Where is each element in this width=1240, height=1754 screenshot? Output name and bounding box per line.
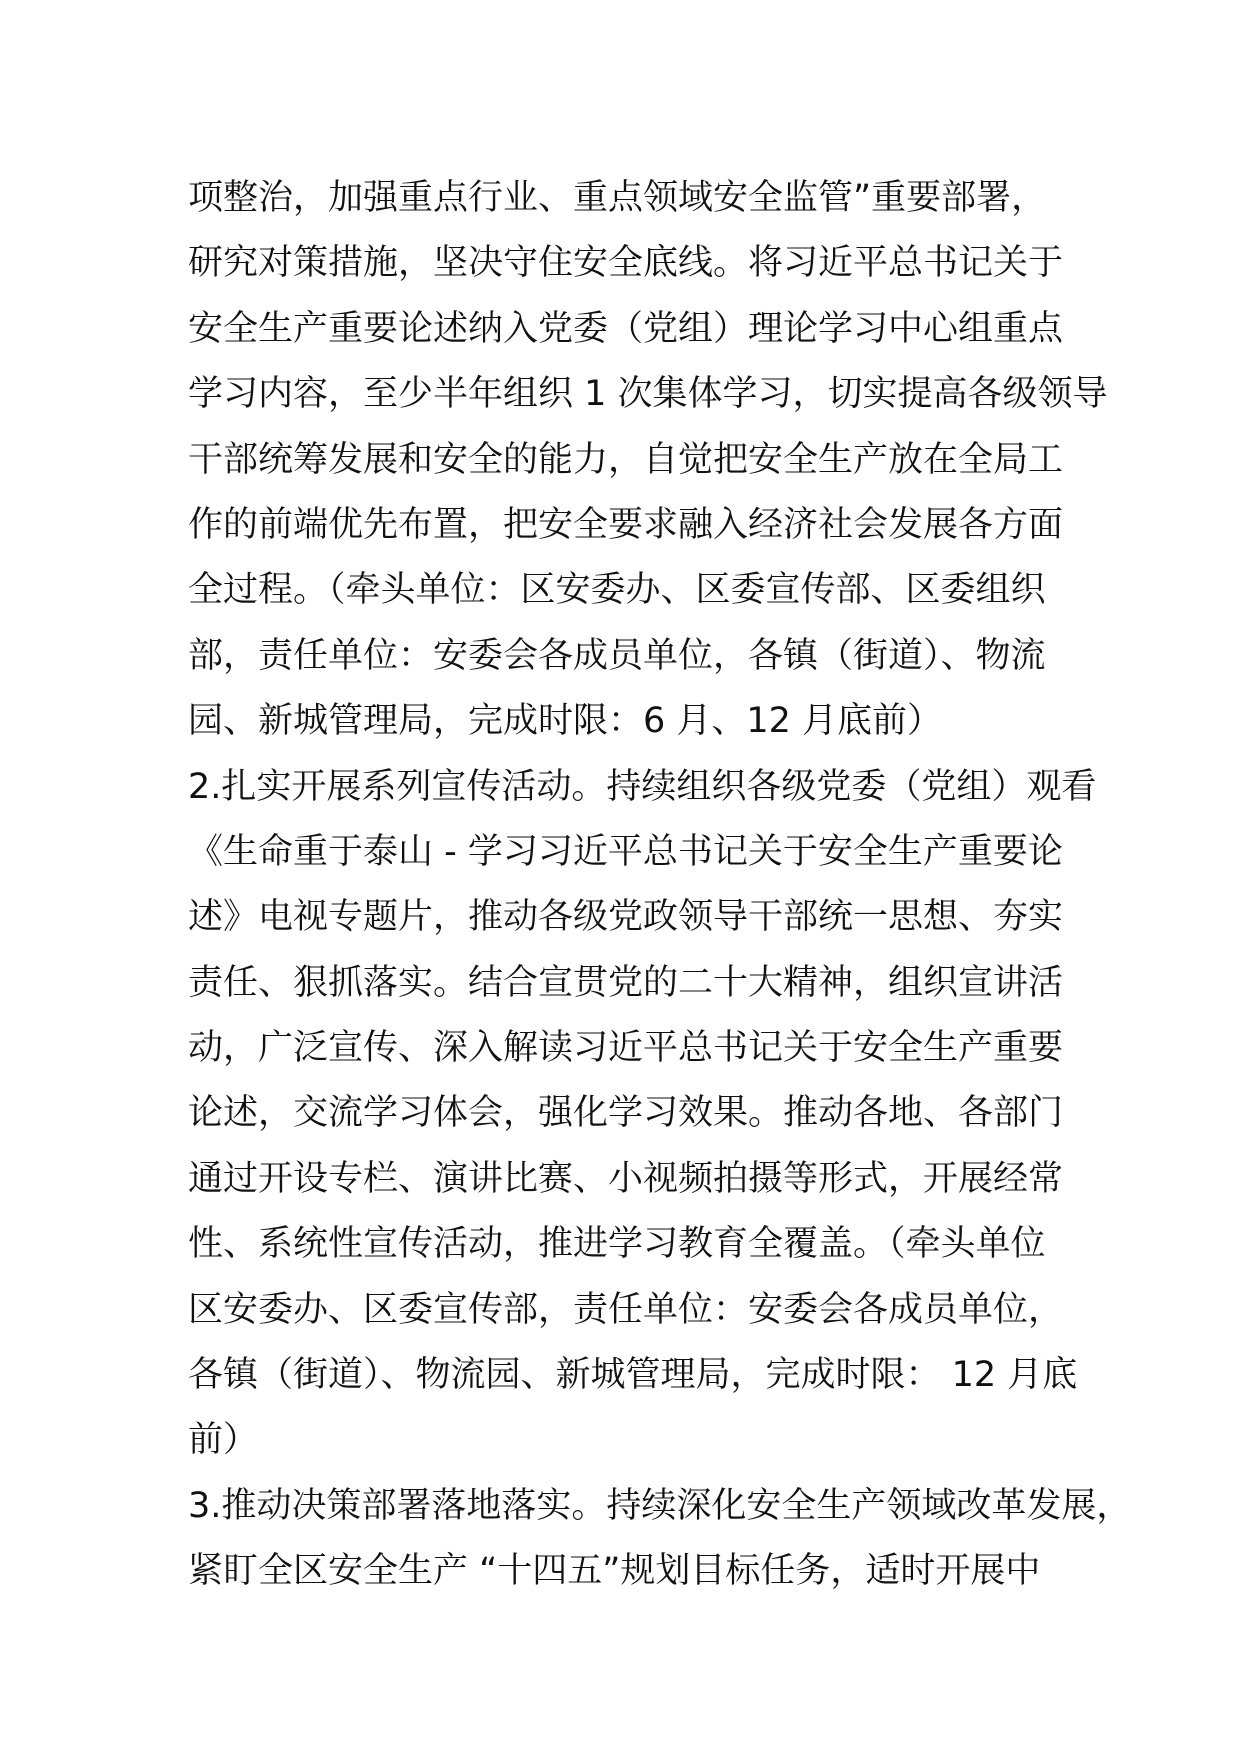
text-line: 3.推动决策部署落地落实。持续深化安全生产领域改革发展， (188, 1485, 1132, 1526)
text-line: 论述，交流学习体会，强化学习效果。推动各地、各部门 (188, 1093, 1064, 1134)
text-line: 部，责任单位：安委会各成员单位，各镇（街道）、物流 (188, 635, 1046, 676)
text-line: 区安委办、区委宣传部，责任单位：安委会各成员单位， (188, 1289, 1064, 1330)
text-line: 性、系统性宣传活动，推进学习教育全覆盖。（牵头单位 (188, 1224, 1046, 1265)
text-line: 前） (188, 1420, 259, 1461)
text-line: 各镇（街道）、物流园、新城管理局，完成时限： 12 月底 (188, 1355, 1078, 1396)
text-line: 全过程。（牵头单位：区安委办、区委宣传部、区委组织 (188, 570, 1046, 611)
text-line: 项整治，加强重点行业、重点领域安全监管”重要部署， (188, 178, 1047, 218)
text-line: 研究对策措施，坚决守住安全底线。将习近平总书记关于 (188, 243, 1064, 284)
text-line: 动，广泛宣传、深入解读习近平总书记关于安全生产重要 (188, 1028, 1064, 1069)
text-line: 干部统筹发展和安全的能力，自觉把安全生产放在全局工 (188, 439, 1064, 480)
text-line: 安全生产重要论述纳入党委（党组）理论学习中心组重点 (188, 308, 1064, 349)
text-line: 园、新城管理局，完成时限：6 月、12 月底前） (188, 701, 943, 742)
text-line: 《生命重于泰山 - 学习习近平总书记关于安全生产重要论 (188, 831, 1063, 872)
text-line: 紧盯全区安全生产 “十四五”规划目标任务，适时开展中 (188, 1551, 1041, 1592)
text-line: 学习内容，至少半年组织 1 次集体学习，切实提高各级领导 (188, 374, 1108, 415)
text-line: 述》电视专题片，推动各级党政领导干部统一思想、夯实 (188, 897, 1064, 938)
text-line: 责任、狠抓落实。结合宣贯党的二十大精神，组织宣讲活 (188, 962, 1064, 1003)
text-line: 通过开设专栏、演讲比赛、小视频拍摄等形式，开展经常 (188, 1158, 1064, 1199)
text-line: 2.扎实开展系列宣传活动。持续组织各级党委（党组）观看 (188, 766, 1097, 807)
body-text (188, 166, 1132, 1605)
text-line: 作的前端优先布置，把安全要求融入经济社会发展各方面 (188, 504, 1064, 545)
